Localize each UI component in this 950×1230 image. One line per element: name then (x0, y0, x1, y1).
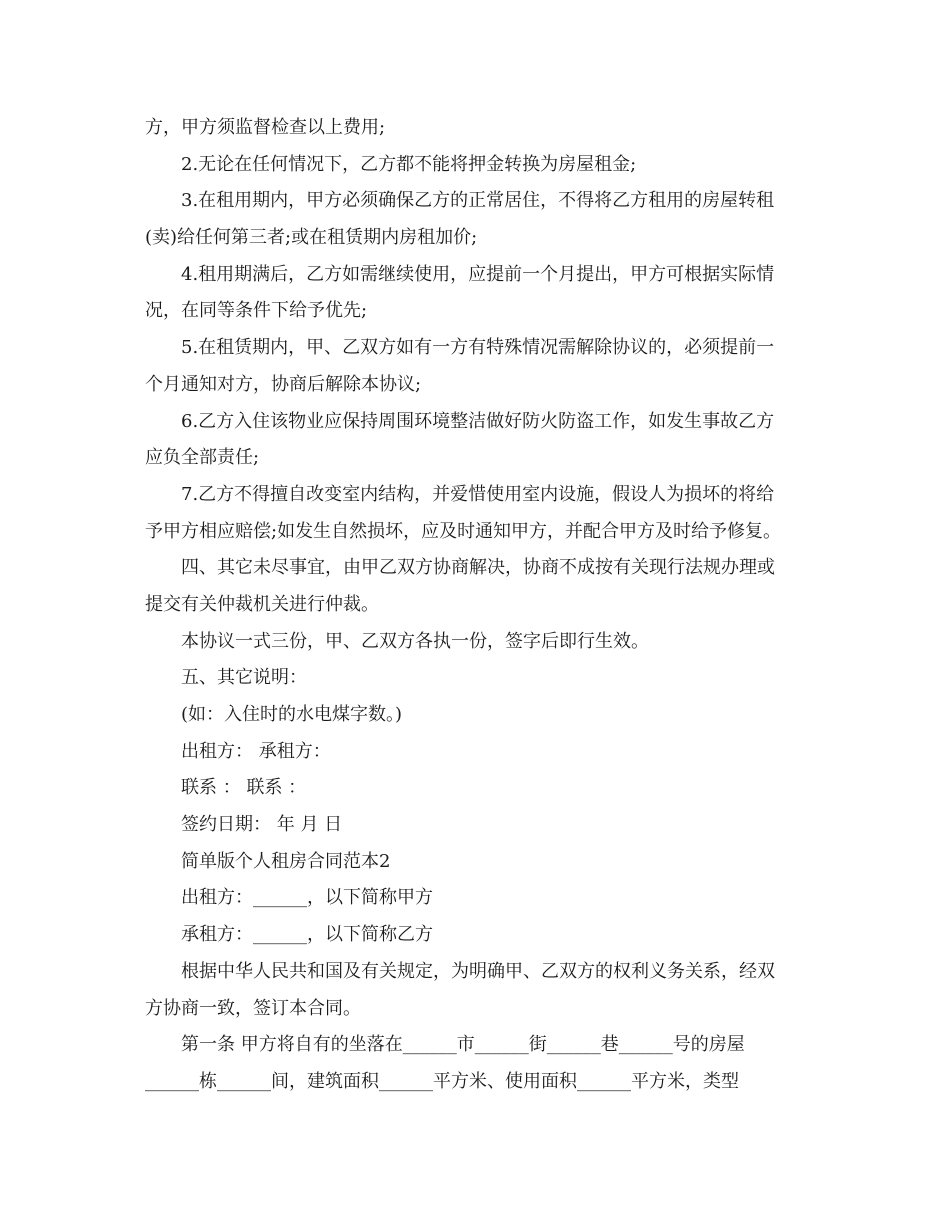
text-line: 方，甲方须监督检查以上费用; (145, 117, 386, 138)
lessee-line: 承租方：______，以下简称乙方 (181, 924, 433, 946)
contact-line: 联系 ： 联系 ： (181, 777, 307, 799)
document-title: 简单版个人租房合同范本2 (181, 850, 391, 872)
text-line: 根据中华人民共和国及有关规定，为明确甲、乙双方的权利义务关系，经双 (181, 960, 775, 982)
document-page (145, 110, 810, 1101)
text-line: 2.无论在任何情况下，乙方都不能将押金转换为房屋租金; (181, 153, 637, 175)
signature-parties: 出租方： 承租方： (181, 740, 331, 762)
text-line: 本协议一式三份，甲、乙双方各执一份，签字后即行生效。 (181, 630, 649, 652)
text-line: (如：入住时的水电煤字数。) (181, 704, 403, 725)
text-line: 3.在租用期内，甲方必须确保乙方的正常居住，不得将乙方租用的房屋转租 (181, 190, 775, 212)
text-line: 四、其它未尽事宜，由甲乙双方协商解决，协商不成按有关现行法规办理或 (181, 557, 775, 579)
text-line: 个月通知对方，协商后解除本协议; (145, 373, 422, 395)
text-line: ______栋______间，建筑面积______平方米、使用面积______平方米，类型 (145, 1070, 739, 1092)
text-line: 4.租用期满后，乙方如需继续使用，应提前一个月提出，甲方可根据实际情 (181, 263, 775, 285)
text-line: 提交有关仲裁机关进行仲裁。 (145, 593, 379, 615)
text-line: 予甲方相应赔偿;如发生自然损坏，应及时通知甲方，并配合甲方及时给予修复。 (145, 520, 782, 542)
text-line: 方协商一致，签订本合同。 (145, 997, 361, 1019)
article-1-line: 第一条 甲方将自有的坐落在______市______街______巷______号的房屋 (181, 1034, 745, 1056)
section-heading: 五、其它说明： (181, 667, 307, 689)
text-line: (卖)给任何第三者;或在租赁期内房租加价; (145, 227, 478, 249)
text-line: 7.乙方不得擅自改变室内结构，并爱惜使用室内设施，假设人为损坏的将给 (181, 483, 775, 505)
text-line: 况，在同等条件下给予优先; (145, 300, 368, 322)
text-line: 5.在租赁期内，甲、乙双方如有一方有特殊情况需解除协议的，必须提前一 (181, 337, 775, 359)
sign-date-line: 签约日期： 年 月 日 (181, 814, 343, 836)
lessor-line: 出租方：______，以下简称甲方 (181, 887, 433, 909)
text-line: 应负全部责任; (145, 447, 260, 469)
text-line: 6.乙方入住该物业应保持周围环境整洁做好防火防盗工作，如发生事故乙方 (181, 410, 775, 432)
